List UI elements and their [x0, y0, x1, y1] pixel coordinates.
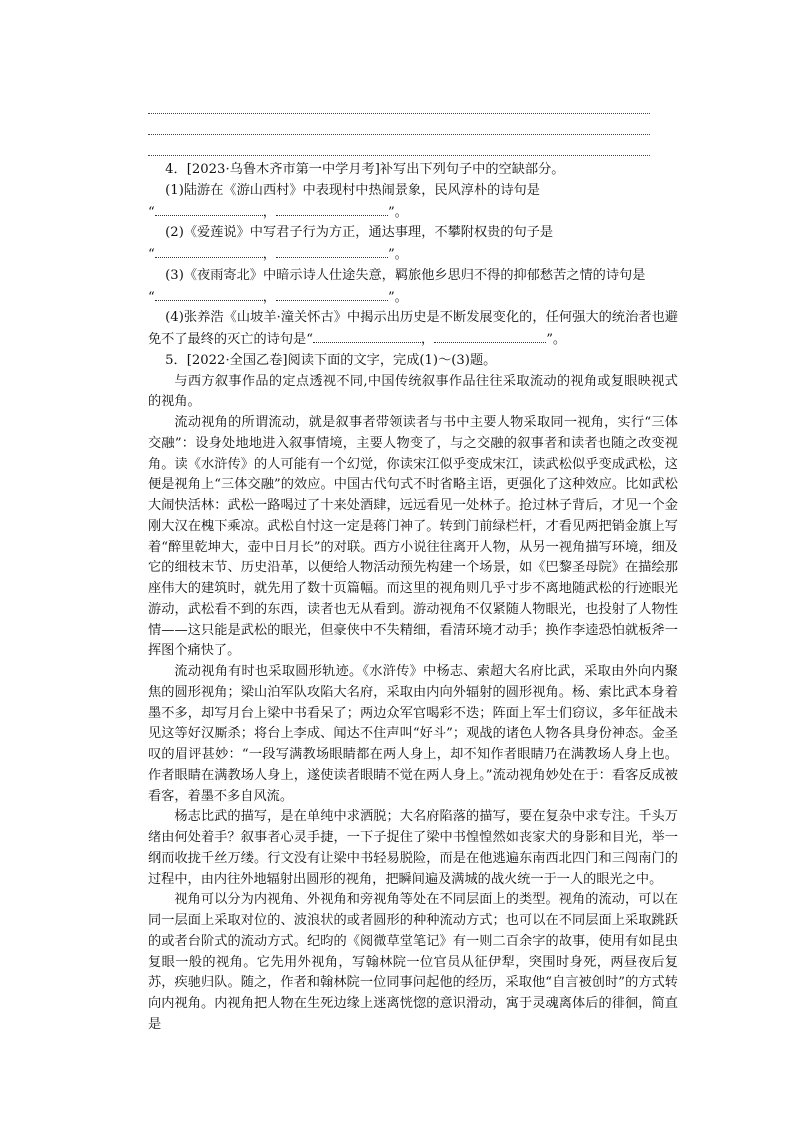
answer-line-1: [148, 113, 650, 114]
q4-item-1-answer: “ ， ”。: [148, 202, 678, 224]
fill-blank[interactable]: [155, 244, 263, 258]
q4-item-3-answer: “ ， ”。: [148, 287, 678, 309]
fill-blank[interactable]: [434, 329, 546, 343]
fill-blank[interactable]: [276, 202, 388, 216]
q4-item-4-stem: (4)张养浩《山坡羊·潼关怀古》中揭示出历史是不断发展变化的，任何强大的统治者也避免不了最终的灭亡的诗句是“: [148, 310, 678, 347]
q4-item-4: (4)张养浩《山坡羊·潼关怀古》中揭示出历史是不断发展变化的，任何强大的统治者也避免不了最终的灭亡的诗句是“ ， ”。: [148, 310, 678, 347]
q4-item-3-stem: (3)《夜雨寄北》中暗示诗人仕途失意，羁旅他乡思归不得的抑郁愁苦之情的诗句是: [165, 267, 646, 283]
fill-blank[interactable]: [276, 287, 388, 301]
q4-item-2-answer: “ ， ”。: [148, 244, 678, 266]
fill-blank[interactable]: [155, 202, 263, 216]
answer-line-3: [148, 155, 650, 156]
q4-item-3: [148, 266, 678, 287]
passage-paragraph-4: 杨志比武的描写，是在单纯中求洒脱；大名府陷落的描写，要在复杂中求专注。千头万绪由何处着手？叙事者心灵手捷，一下子捉住了梁中书惶惶然如丧家犬的身影和目光，举一纲而收拢千丝万缕。行文没有让梁中书轻易脱险，而是在他逃遍东南西北四门和三闯南门的过程中，由内往外地辐射出圆形的视角，把瞬间遍及满城的战火统一于一人的眼光之中。: [148, 809, 678, 887]
passage-paragraph-5: 视角可以分为内视角、外视角和旁视角等处在不同层面上的类型。视角的流动，可以在同一层面上采取对位的、波浪状的或者圆形的种种流动方式；也可以在不同层面上采取跳跃的或者台阶式的流动方式。纪昀的《阅微草堂笔记》有一则二百余字的故事，使用有如昆虫复眼一般的视角。它先用外视角，写翰林院一位官员从征伊犁，突围时身死，两昼夜后复苏，疾驰归队。随之，作者和翰林院一位同事问起他的经历，采取他“自言被创时”的方式转向内视角。内视角把人物在生死边缘上迷离恍惚的意识滑动，寓于灵魂离体后的徘徊，简直是: [148, 892, 678, 1032]
document-body: [148, 160, 678, 1036]
passage-paragraph-1: 与西方叙事作品的定点透视不同,中国传统叙事作品往往采取流动的视角或复眼映视式的视角。: [148, 373, 678, 410]
q4-item-1-stem: (1)陆游在《游山西村》中表现村中热闹景象，民风淳朴的诗句是: [165, 182, 540, 198]
q5-header: 5．[2022·全国乙卷]阅读下面的文字，完成(1)～(3)题。: [165, 352, 497, 368]
passage-paragraph-3: 流动视角有时也采取圆形轨迹。《水浒传》中杨志、索超大名府比武，采取由外向内聚焦的圆形视角；梁山泊军队攻陷大名府，采取由内向外辐射的圆形视角。杨、索比武本身着墨不多，却写月台上梁中书看呆了；两边众军官喝彩不迭；阵面上军士们窃议，多年征战未见这等好汉厮杀；将台上李成、闻达不住声叫“好斗”；观战的诸色人物各具身份神态。金圣叹的眉评甚妙：“一段写满教场眼睛都在两人身上，却不知作者眼睛乃在满教场人身上也。作者眼睛在满教场人身上，遂使读者眼睛不觉在两人身上。”流动视角妙处在于：看客反成被看客，着墨不多自风流。: [148, 664, 678, 804]
q4-item-1: [148, 181, 678, 202]
answer-line-2: [148, 134, 650, 135]
fill-blank[interactable]: [276, 244, 388, 258]
q4-item-2: [148, 223, 678, 244]
fill-blank[interactable]: [313, 329, 421, 343]
fill-blank[interactable]: [155, 287, 263, 301]
passage-paragraph-2: 流动视角的所谓流动，就是叙事者带领读者与书中主要人物采取同一视角，实行“三体交融”：设身处地地进入叙事情境，主要人物变了，与之交融的叙事者和读者也随之改变视角。读《水浒传》的人可能有一个幻觉，你读宋江似乎变成宋江，读武松似乎变成武松，这便是视角上“三体交融”的效应。中国古代句式不时省略主语，更强化了这种效应。比如武松大闹快活林：武松一路喝过了十来处酒肆，远远看见一处林子。抢过林子背后，才见一个金刚大汉在槐下乘凉。武松自忖这一定是蒋门神了。转到门前绿栏杆，才看见两把销金旗上写着“醉里乾坤大，壶中日月长”的对联。西方小说往往离开人物，从另一视角描写环境，细及它的细枝末节、历史沿革，以便给人物活动预先构建一个场景，如《巴黎圣母院》在描绘那座伟大的建筑时，就先用了数十页篇幅。而这里的视角则几乎寸步不离地随武松的行迹眼光游动，武松看不到的东西，读者也无从看到。游动视角不仅紧随人物眼光，也投射了人物性情——这只能是武松的眼光，但豪侠中不失精细，看清环境才动手；换作李逵恐怕就板斧一挥图个痛快了。: [148, 415, 678, 659]
q4-header: 4．[2023·乌鲁木齐市第一中学月考]补写出下列句子中的空缺部分。: [165, 162, 565, 177]
q4-item-2-stem: (2)《爱莲说》中写君子行为方正，通达事理，不攀附权贵的句子是: [165, 225, 554, 241]
